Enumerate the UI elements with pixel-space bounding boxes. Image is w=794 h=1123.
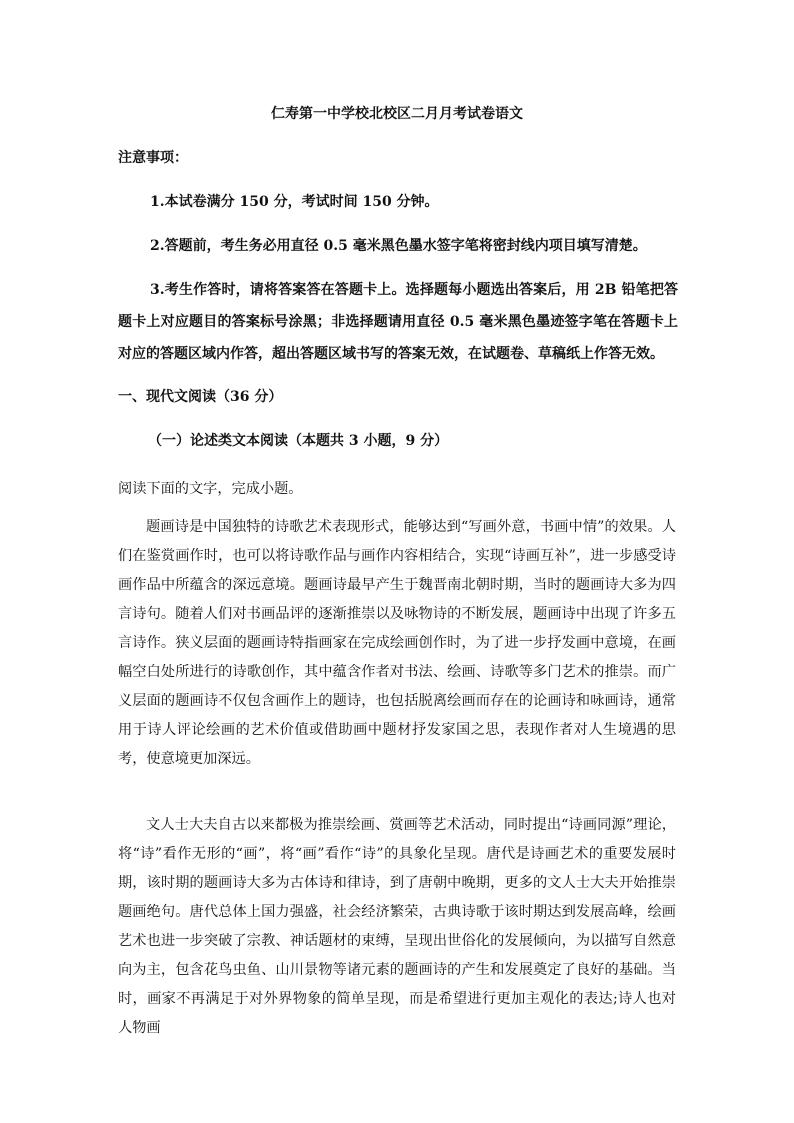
subsection-heading: （一）论述类文本阅读（本题共 3 小题，9 分） [148,433,449,449]
section-heading: 一、现代文阅读（36 分） [118,389,283,405]
notice-item-1: 1.本试卷满分 150 分，考试时间 150 分钟。 [150,194,439,210]
passage-paragraph-2: 文人士大夫自古以来都极为推崇绘画、赏画等艺术活动，同时提出“诗画同源”理论，将“诗”看作无形的“画”，将“画”看作“诗”的具象化呈现。唐代是诗画艺术的重要发展时期，该时期的题画诗大多为古体诗和律诗，到了唐朝中晚期，更多的文人士大夫开始推崇题画绝句。唐代总体上国力强盛，社会经济繁荣，古典诗歌于该时期达到发展高峰，绘画艺术也进一步突破了宗教、神话题材的束缚，呈现出世俗化的发展倾向，为以描写自然意向为主，包含花鸟虫鱼、山川景物等诸元素的题画诗的产生和发展奠定了良好的基础。当时，画家不再满足于对外界物象的简单呈现，而是希望进行更加主观化的表达;诗人也对人物画 [118,817,676,1036]
notice-item-2: 2.答题前，考生务必用直径 0.5 毫米黑色墨水签字笔将密封线内项目填写清楚。 [150,238,647,254]
passage-paragraph-1: 题画诗是中国独特的诗歌艺术表现形式，能够达到“写画外意，书画中情”的效果。人们在鉴赏画作时，也可以将诗歌作品与画作内容相结合，实现“诗画互补”，进一步感受诗画作品中所蕴含的深远意境。题画诗最早产生于魏晋南北朝时期，当时的题画诗大多为四言诗句。随着人们对书画品评的逐渐推崇以及咏物诗的不断发展，题画诗中出现了许多五言诗作。狭义层面的题画诗特指画家在完成绘画创作时，为了进一步抒发画中意境，在画幅空白处所进行的诗歌创作，其中蕴含作者对书法、绘画、诗歌等多门艺术的推崇。而广义层面的题画诗不仅包含画作上的题诗，也包括脱离绘画而存在的论画诗和咏画诗，通常用于诗人评论绘画的艺术价值或借助画中题材抒发家国之思，表现作者对人生境遇的思考，使意境更加深远。 [118,519,676,767]
reading-instruction: 阅读下面的文字，完成小题。 [118,481,303,497]
notice-heading: 注意事项： [118,150,188,166]
exam-title: 仁寿第一中学校北校区二月月考试卷语文 [271,106,523,122]
notice-item-3: 3.考生作答时，请将答案答在答题卡上。选择题每小题选出答案后，用 2B 铅笔把答题卡上对应题目的答案标号涂黑；非选择题请用直径 0.5 毫米黑色墨迹签字笔在答题卡上对应的答题区域内作答，超出答题区域书写的答案无效，在试题卷、草稿纸上作答无效。 [118,282,678,362]
